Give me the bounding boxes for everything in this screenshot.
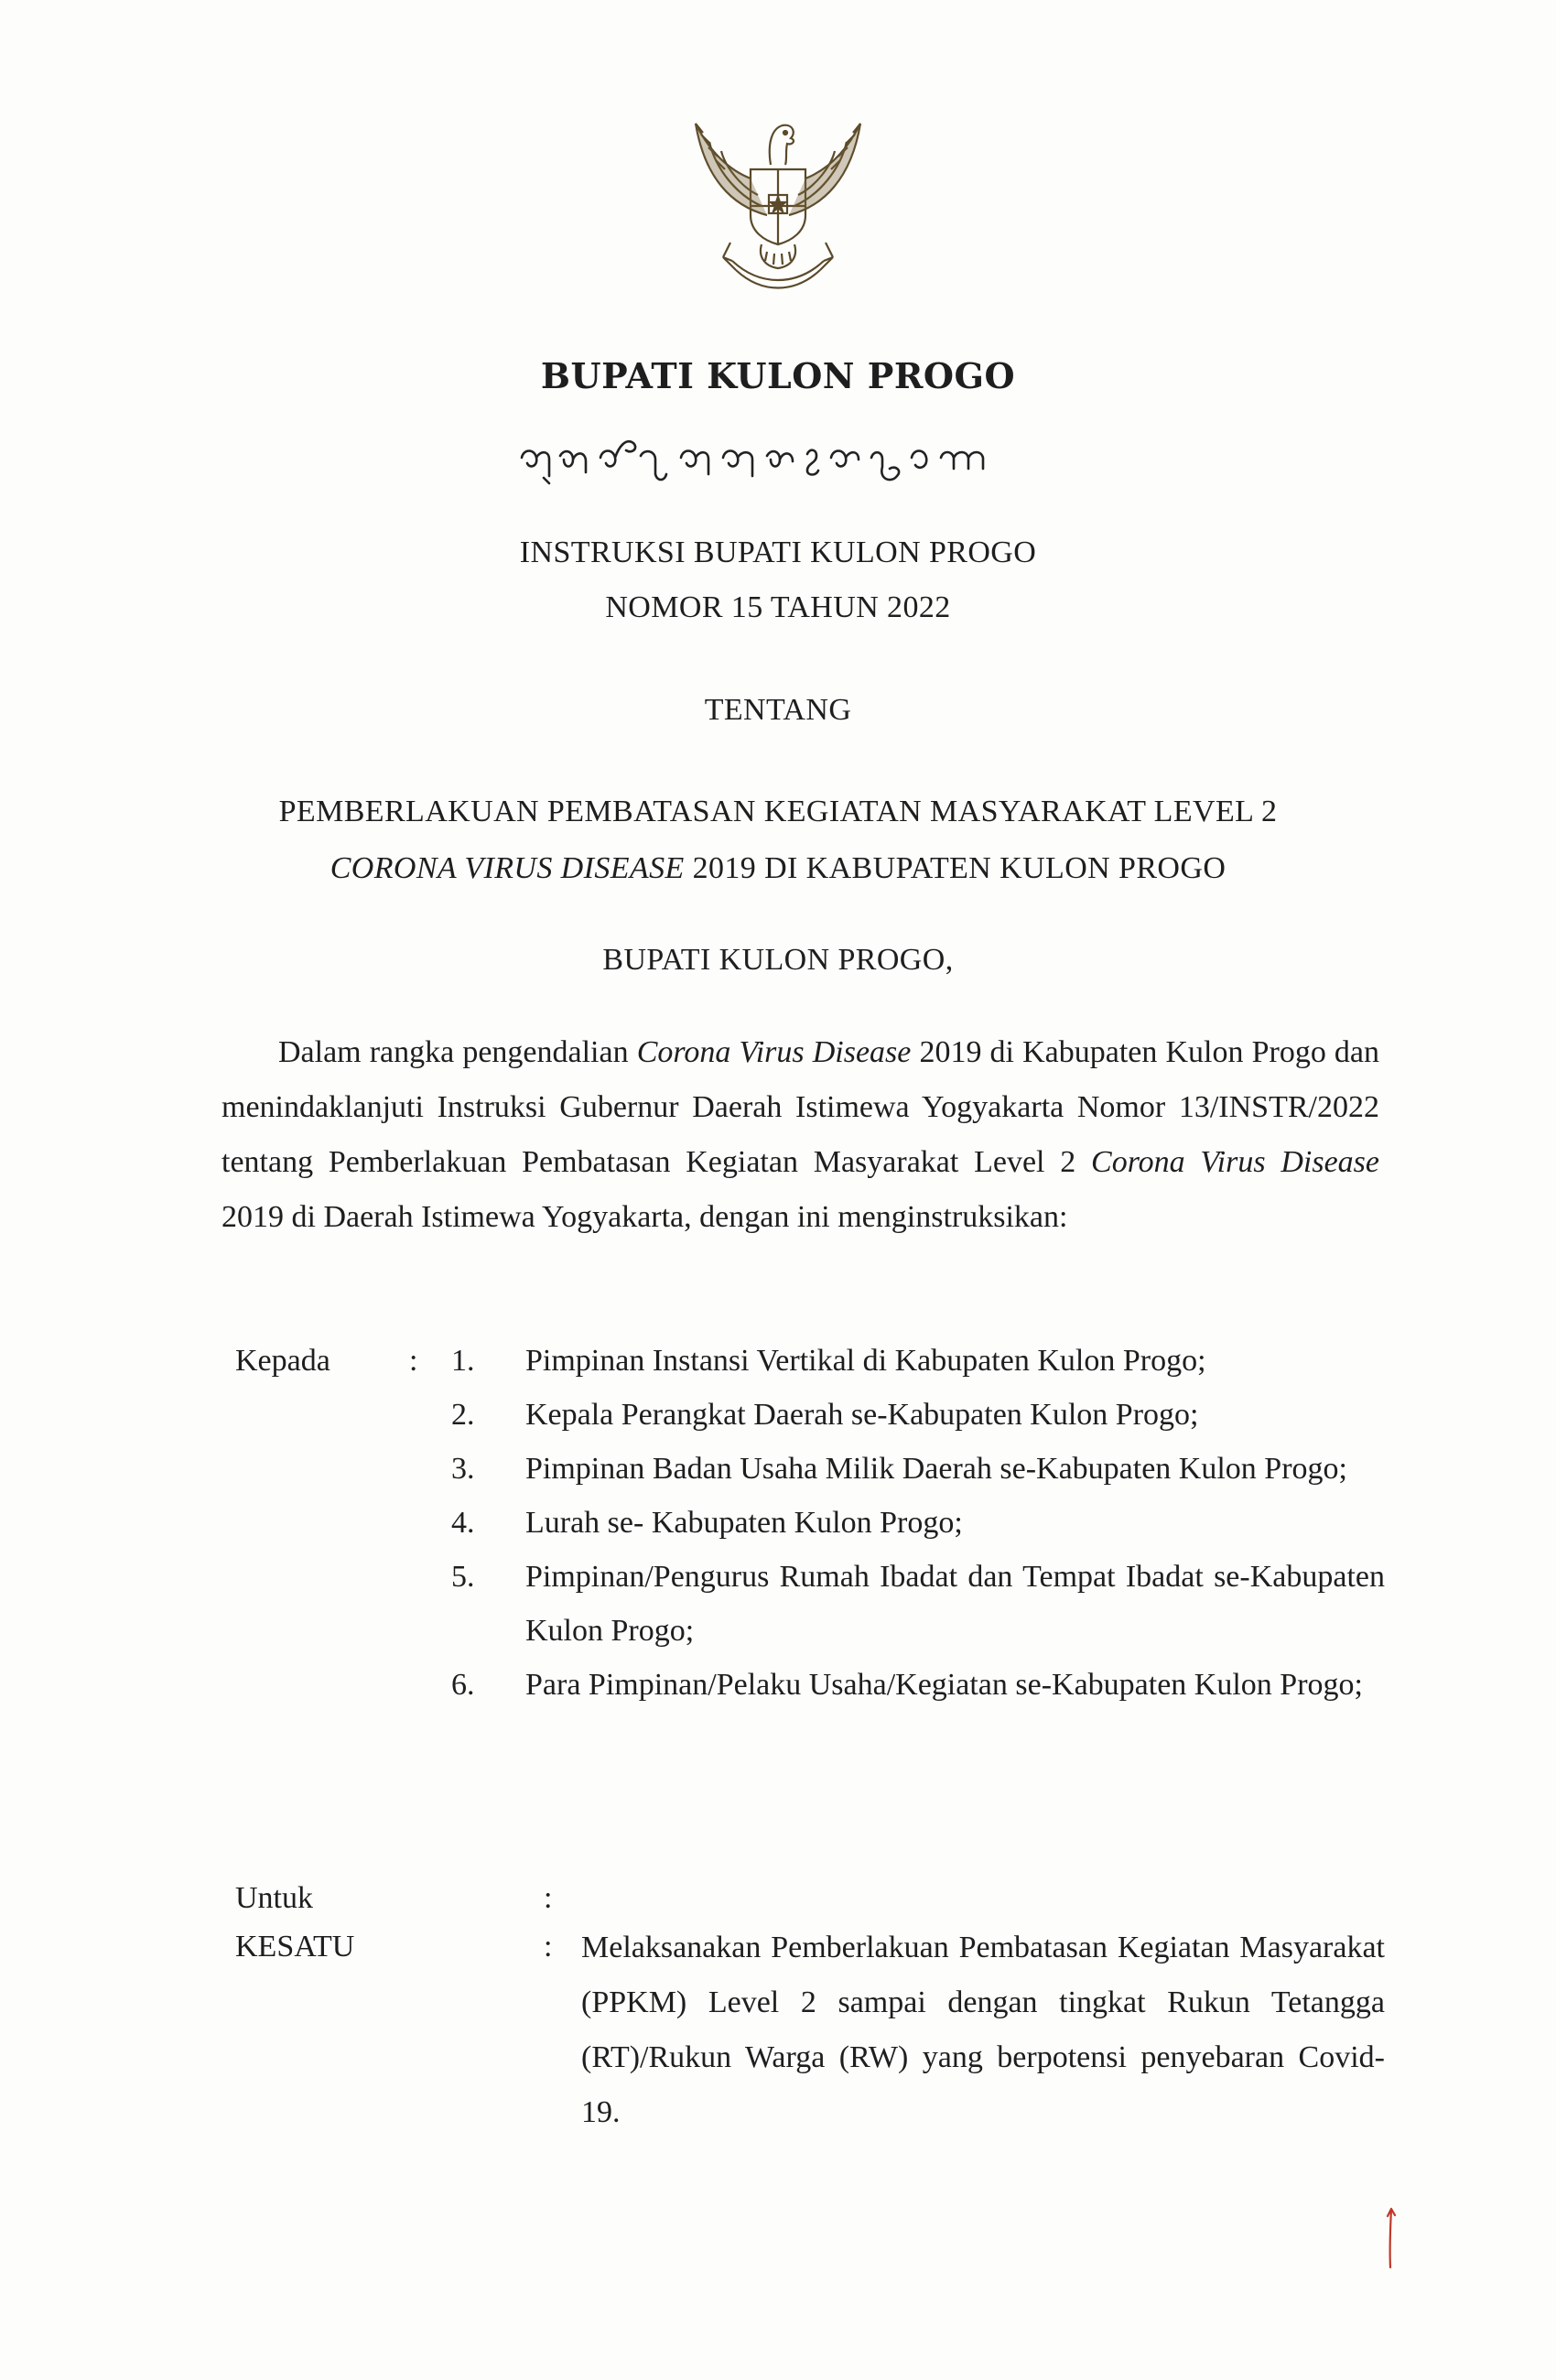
intro-text-2: 2019 di Kabupaten Kulon Progo dan menindaklanjuti Instruksi Gubernur Daerah Istimewa Yogyakarta Nomor 13/INSTR/2022 tentang Pemberlakuan Pembatasan Kegiatan Masyarakat Level 2 (222, 1035, 1380, 1179)
subject-italic: CORONA VIRUS DISEASE (330, 851, 685, 885)
document-title: BUPATI KULON PROGO (540, 355, 1016, 396)
subject-line-2 (0, 851, 1556, 886)
list-item (451, 1334, 1385, 1388)
list-item (451, 1658, 1385, 1712)
pen-mark-icon (1378, 2202, 1405, 2270)
garuda-emblem-icon (659, 78, 897, 298)
list-item (451, 1550, 1385, 1658)
list-item-number: 2. (451, 1398, 475, 1432)
list-item-text: Pimpinan Instansi Vertikal di Kabupaten Kulon Progo; (525, 1344, 1206, 1378)
list-item-number: 3. (451, 1452, 475, 1486)
subject-line-1: PEMBERLAKUAN PEMBATASAN KEGIATAN MASYARAKAT LEVEL 2 (278, 795, 1278, 828)
intro-text-1: Dalam rangka pengendalian (278, 1035, 637, 1069)
list-item-number: 4. (451, 1506, 475, 1540)
instruksi-heading: INSTRUKSI BUPATI KULON PROGO (519, 536, 1037, 569)
list-item-text: Pimpinan/Pengurus Rumah Ibadat dan Tempat Ibadat se-Kabupaten Kulon Progo; (525, 1560, 1385, 1648)
issuer-line: BUPATI KULON PROGO, (602, 943, 954, 977)
kesatu-text: Melaksanakan Pemberlakuan Pembatasan Kegiatan Masyarakat (PPKM) Level 2 sampai dengan tingkat Rukun Tetangga (RT)/Rukun Warga (RW) yang berpotensi penyebaran Covid-19. (581, 1931, 1385, 2129)
list-item (451, 1496, 1385, 1550)
list-item (451, 1442, 1385, 1496)
kesatu-colon: : (544, 1930, 553, 1964)
list-item-text: Lurah se- Kabupaten Kulon Progo; (525, 1506, 963, 1540)
list-item-text: Kepala Perangkat Daerah se-Kabupaten Kulon Progo; (525, 1398, 1199, 1432)
list-item-number: 6. (451, 1668, 475, 1702)
intro-italic-2: Corona Virus Disease (1091, 1145, 1379, 1179)
kepada-colon: : (409, 1344, 418, 1378)
recipient-list (451, 1334, 1385, 1712)
untuk-label: Untuk (235, 1881, 313, 1915)
kesatu-label: KESATU (235, 1930, 355, 1964)
javanese-script-title (513, 430, 1043, 494)
intro-text-3: 2019 di Daerah Istimewa Yogyakarta, dengan ini menginstruksikan: (222, 1200, 1068, 1234)
list-item-number: 5. (451, 1560, 475, 1594)
intro-paragraph (222, 1025, 1379, 1245)
nomor-line: NOMOR 15 TAHUN 2022 (605, 590, 951, 624)
list-item (451, 1388, 1385, 1442)
list-item-text: Pimpinan Badan Usaha Milik Daerah se-Kabupaten Kulon Progo; (525, 1452, 1347, 1486)
tentang-heading: TENTANG (704, 693, 852, 727)
untuk-colon: : (544, 1881, 553, 1915)
intro-italic-1: Corona Virus Disease (636, 1035, 912, 1069)
list-item-text: Para Pimpinan/Pelaku Usaha/Kegiatan se-Kabupaten Kulon Progo; (525, 1668, 1363, 1702)
subject-rest: 2019 DI KABUPATEN KULON PROGO (684, 851, 1226, 885)
kepada-label: Kepada (235, 1344, 330, 1378)
list-item-number: 1. (451, 1344, 475, 1378)
